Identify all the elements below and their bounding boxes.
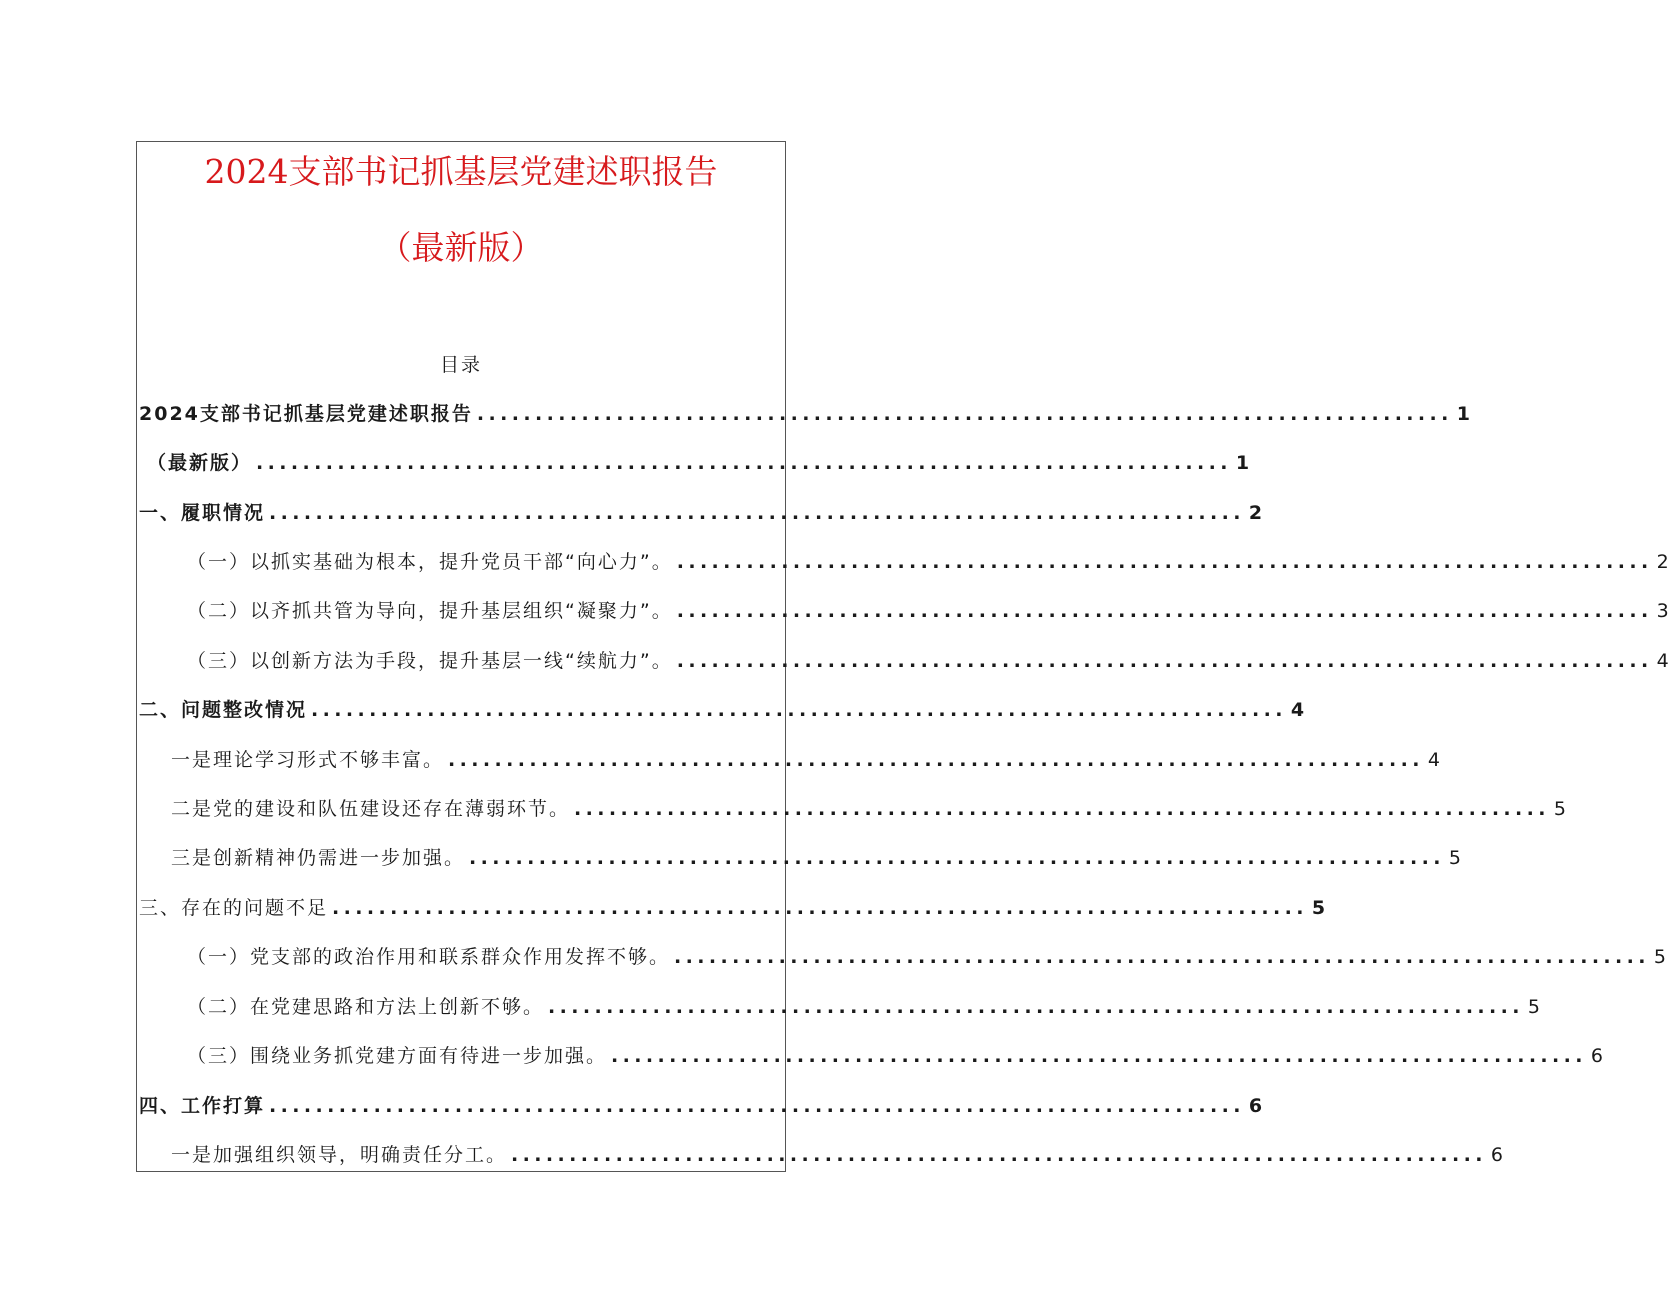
toc-entry[interactable] — [171, 1140, 1504, 1170]
toc-entry[interactable] — [187, 992, 1541, 1022]
toc-entry-page: 3 — [1656, 600, 1669, 622]
toc-entry-label: （三）以创新方法为手段，提升基层一线“续航力”。 — [187, 650, 673, 672]
toc-entry-page: 2 — [1656, 551, 1669, 573]
toc-leader: .................................................................................... — [676, 551, 1653, 573]
toc-entry[interactable] — [187, 942, 1667, 972]
toc-leader: .................................................................................... — [469, 847, 1445, 869]
toc-leader: .................................................................................... — [311, 699, 1287, 721]
toc-leader: .................................................................................... — [611, 1045, 1587, 1067]
toc-entry-label: 一是理论学习形式不够丰富。 — [171, 749, 445, 771]
toc-leader: .................................................................................... — [676, 600, 1653, 622]
toc-entry-label: （一）以抓实基础为根本，提升党员干部“向心力”。 — [187, 551, 673, 573]
toc-entry[interactable] — [187, 646, 1669, 676]
toc-entry-page: 2 — [1248, 502, 1263, 524]
toc-entry-page: 5 — [1448, 847, 1462, 869]
toc-entry-page: 5 — [1553, 798, 1567, 820]
toc-entry-label: 一、履职情况 — [139, 502, 266, 524]
toc-entry[interactable] — [187, 1041, 1604, 1071]
toc-entry[interactable] — [139, 399, 1471, 429]
toc-entry[interactable] — [139, 893, 1326, 923]
toc-entry-label: 一是加强组织领导，明确责任分工。 — [171, 1144, 508, 1166]
toc-entry[interactable] — [187, 547, 1669, 577]
toc-leader: .................................................................................... — [448, 749, 1424, 771]
toc-leader: .................................................................................... — [574, 798, 1550, 820]
toc-entry-label: （最新版） — [147, 452, 253, 474]
toc-entry[interactable] — [171, 745, 1441, 775]
toc-leader: .................................................................................... — [269, 1095, 1245, 1117]
toc-entry-page: 6 — [1490, 1144, 1504, 1166]
toc-entry-label: 2024支部书记抓基层党建述职报告 — [139, 403, 473, 425]
toc-entry-label: （三）围绕业务抓党建方面有待进一步加强。 — [187, 1045, 608, 1067]
toc-entry-page: 1 — [1235, 452, 1250, 474]
toc-entry-label: 二是党的建设和队伍建设还存在薄弱环节。 — [171, 798, 571, 820]
toc-entry[interactable] — [171, 843, 1462, 873]
toc-entry[interactable] — [147, 448, 1250, 478]
toc-entry[interactable] — [139, 1091, 1263, 1121]
toc-entry-page: 5 — [1653, 946, 1667, 968]
toc-entry-label: （二）以齐抓共管为导向，提升基层组织“凝聚力”。 — [187, 600, 673, 622]
toc-entry[interactable] — [187, 596, 1669, 626]
toc-leader: .................................................................................... — [511, 1144, 1487, 1166]
toc-leader: .................................................................................... — [269, 502, 1245, 524]
toc-leader: .................................................................................... — [674, 946, 1650, 968]
toc-entry-label: （二）在党建思路和方法上创新不够。 — [187, 996, 545, 1018]
toc-heading: 目录 — [439, 354, 482, 376]
toc-entry[interactable] — [171, 794, 1567, 824]
toc-entry-page: 4 — [1656, 650, 1669, 672]
toc-leader: .................................................................................... — [676, 650, 1653, 672]
toc-leader: .................................................................................... — [332, 897, 1308, 919]
toc-entry-label: （一）党支部的政治作用和联系群众作用发挥不够。 — [187, 946, 671, 968]
toc-entry-page: 5 — [1527, 996, 1541, 1018]
toc-entry-label: 三是创新精神仍需进一步加强。 — [171, 847, 466, 869]
document-title-line1: 2024支部书记抓基层党建述职报告 — [204, 152, 718, 191]
toc-entry-page: 6 — [1590, 1045, 1604, 1067]
document-title-line2: （最新版） — [378, 228, 544, 267]
toc-entry-page: 1 — [1456, 403, 1471, 425]
toc-entry-label: 四、工作打算 — [139, 1095, 266, 1117]
toc-entry[interactable] — [139, 498, 1263, 528]
toc-entry-page: 6 — [1248, 1095, 1263, 1117]
toc-entry-page: 4 — [1290, 699, 1305, 721]
toc-entry-page: 4 — [1427, 749, 1441, 771]
toc-entry-label: 三、存在的问题不足 — [139, 897, 329, 919]
toc-leader: .................................................................................... — [476, 403, 1453, 425]
document-frame — [136, 141, 1669, 1172]
toc-leader: .................................................................................... — [548, 996, 1524, 1018]
toc-entry-page: 5 — [1311, 897, 1326, 919]
toc-leader: .................................................................................... — [256, 452, 1232, 474]
toc-entry[interactable] — [139, 695, 1305, 725]
toc-entry-label: 二、问题整改情况 — [139, 699, 308, 721]
